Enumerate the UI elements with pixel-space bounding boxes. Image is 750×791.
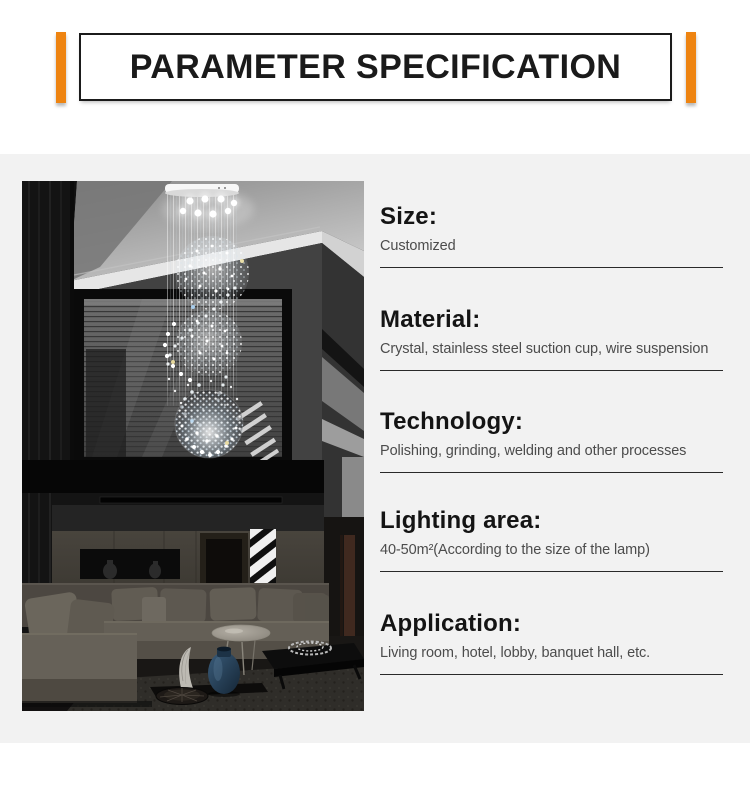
spec-label: Application: xyxy=(380,610,522,637)
spec-value: Customized xyxy=(380,238,456,254)
woven-plate xyxy=(156,688,208,705)
spec-section-material xyxy=(380,306,723,371)
divider xyxy=(380,674,723,675)
spec-label: Lighting area: xyxy=(380,507,542,534)
spec-section-lighting-area xyxy=(380,507,723,572)
spec-label: Technology: xyxy=(380,408,524,435)
title-box xyxy=(79,33,672,101)
spec-label: Material: xyxy=(380,306,481,333)
spec-label: Size: xyxy=(380,203,438,230)
spec-section-application xyxy=(380,610,723,675)
spec-value: Polishing, grinding, welding and other processes xyxy=(380,443,687,459)
divider xyxy=(380,571,723,572)
crystal-sphere-top xyxy=(175,236,249,310)
spec-value: 40-50m²(According to the size of the lamp) xyxy=(380,542,650,558)
crystal-ball-bottom xyxy=(175,390,243,458)
spec-value: Living room, hotel, lobby, banquet hall, etc. xyxy=(380,645,651,661)
spec-section-technology xyxy=(380,408,723,473)
divider xyxy=(380,472,723,473)
page-title: PARAMETER SPECIFICATION xyxy=(129,47,622,86)
divider xyxy=(380,370,723,371)
accent-bar-right xyxy=(686,32,696,103)
product-photo xyxy=(22,181,364,711)
accent-bar-left xyxy=(56,32,66,103)
spec-section-size xyxy=(380,203,723,268)
spec-value: Crystal, stainless steel suction cup, wire suspension xyxy=(380,341,709,357)
divider xyxy=(380,267,723,268)
